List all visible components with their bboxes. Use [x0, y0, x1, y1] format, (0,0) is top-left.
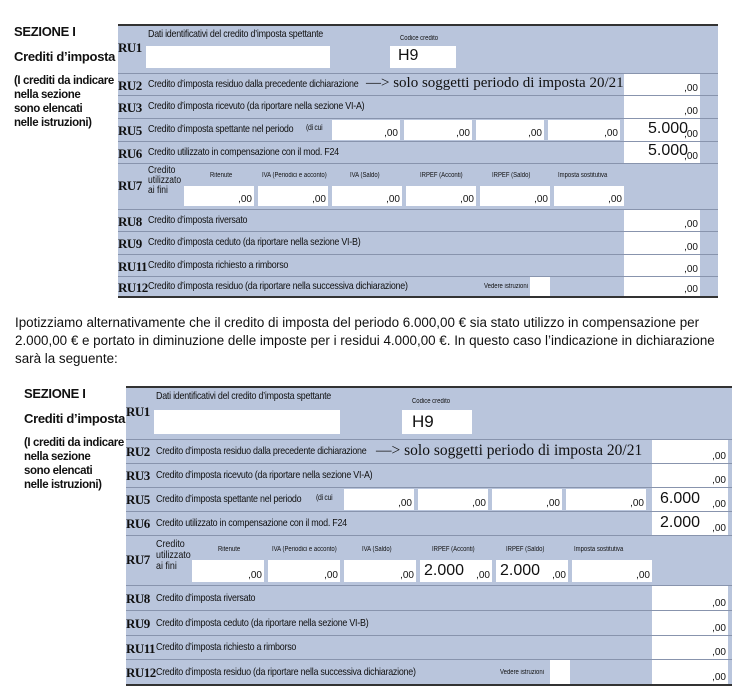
row-ru9: RU9 Credito d’imposta ceduto (da riportare nella sezione VI-B) ,00: [118, 232, 718, 255]
section-title: SEZIONE I: [14, 24, 76, 39]
ru5-total-input[interactable]: 5.000 ,00: [624, 119, 700, 141]
ru5-dicui-3[interactable]: ,00: [476, 120, 544, 140]
ru9-input[interactable]: ,00: [652, 611, 728, 635]
ru2-input[interactable]: ,00: [652, 440, 728, 463]
left-column: [14, 24, 118, 130]
ru7-iva-saldo[interactable]: ,00: [332, 186, 402, 206]
ru7-ritenute[interactable]: ,00: [184, 186, 254, 206]
ru12-vedere-box[interactable]: [530, 277, 550, 296]
row-ru3: RU3 Credito d’imposta ricevuto (da riportare nella sezione VI-A) ,00: [118, 96, 718, 119]
row-ru6: RU6 Credito utilizzato in compensazione con il mod. F24 2.000 ,00: [126, 512, 732, 536]
ru5-total-input[interactable]: 6.000 ,00: [652, 488, 728, 511]
ru5-dicui-1[interactable]: ,00: [332, 120, 400, 140]
row-ru2: RU2 Credito d’imposta residuo dalla precedente dichiarazione —> solo soggetti periodo di imposta 20/21 ,00: [126, 440, 732, 464]
ru5-dicui-4[interactable]: ,00: [566, 489, 646, 510]
section-note: (I crediti da indicare nella sezione sono elencati nelle istruzioni): [24, 437, 124, 491]
ru12-input[interactable]: ,00: [652, 660, 728, 684]
row-ru12: RU12 Credito d’imposta residuo (da riportare nella successiva dichiarazione) Vedere istruzioni ,00: [118, 277, 718, 298]
row-ru9: RU9 Credito d’imposta ceduto (da riportare nella sezione VI-B) ,00: [126, 611, 732, 636]
row-ru8: RU8 Credito d’imposta riversato ,00: [126, 586, 732, 611]
ru1-codice-input[interactable]: H9: [402, 410, 472, 434]
row-ru3: RU3 Credito d’imposta ricevuto (da riportare nella sezione VI-A) ,00: [126, 464, 732, 488]
ru11-input[interactable]: ,00: [652, 636, 728, 659]
ru9-input[interactable]: ,00: [624, 232, 700, 254]
form-2: [14, 386, 732, 684]
row-ru1: RU1 Dati identificativi del credito d’imposta spettante Codice credito H9: [118, 26, 718, 74]
ru1-codice-input[interactable]: H9: [390, 46, 456, 68]
ru7-irpef-saldo[interactable]: 2.000 ,00: [496, 560, 568, 582]
row-ru5: RU5 Credito d’imposta spettante nel periodo (di cui ,00 ,00 ,00 ,00 6.000 ,00: [126, 488, 732, 512]
ru3-input[interactable]: ,00: [652, 464, 728, 487]
ru7-iva-saldo[interactable]: ,00: [344, 560, 416, 582]
section-subtitle: Crediti d’imposta: [24, 411, 126, 426]
ru5-dicui-4[interactable]: ,00: [548, 120, 620, 140]
ru6-input[interactable]: 2.000 ,00: [652, 512, 728, 535]
ru7-imposta-sostitutiva[interactable]: ,00: [572, 560, 652, 582]
row-ru12: RU12 Credito d’imposta residuo (da riportare nella successiva dichiarazione) Vedere istruzioni ,00: [126, 660, 732, 686]
row-ru6: RU6 Credito utilizzato in compensazione con il mod. F24 5.000 ,00: [118, 142, 718, 164]
left-column: [24, 386, 128, 492]
section-subtitle: Crediti d’imposta: [14, 49, 116, 64]
ru7-irpef-acconti[interactable]: ,00: [406, 186, 476, 206]
ru1-id-input[interactable]: [154, 410, 340, 434]
ru5-dicui-2[interactable]: ,00: [418, 489, 488, 510]
ru5-dicui-2[interactable]: ,00: [404, 120, 472, 140]
row-ru1: RU1 Dati identificativi del credito d’imposta spettante Codice credito H9: [126, 388, 732, 440]
section-title: SEZIONE I: [24, 386, 86, 401]
row-ru2: RU2 Credito d’imposta residuo dalla precedente dichiarazione —> solo soggetti periodo di imposta 20/21 ,00: [118, 74, 718, 96]
ru7-imposta-sostitutiva[interactable]: ,00: [554, 186, 624, 206]
ru12-input[interactable]: ,00: [624, 277, 700, 296]
explanation-paragraph: Ipotizziamo alternativamente che il credito di imposta del periodo 6.000,00 € sia stato utilizzo in compensazione per 2.000,00 € e portato in diminuzione delle imposte per i residui 4.000,00 €. In questo caso l’indicazione in dichiarazione sarà la seguente:: [15, 315, 715, 366]
ru3-input[interactable]: ,00: [624, 96, 700, 118]
row-ru7: RU7 Credito utilizzato ai fini Ritenute IVA (Periodici e acconto) IVA (Saldo) IRPEF (Acconti) IRPEF (Saldo) Imposta sostitutiva ,00 ,00 ,00 2.000 ,00 2.000 ,00 ,00: [126, 536, 732, 586]
ru7-ritenute[interactable]: ,00: [192, 560, 264, 582]
ru5-dicui-3[interactable]: ,00: [492, 489, 562, 510]
ru5-dicui-1[interactable]: ,00: [344, 489, 414, 510]
ru7-iva-periodici[interactable]: ,00: [268, 560, 340, 582]
row-ru11: RU11 Credito d’imposta richiesto a rimborso ,00: [118, 255, 718, 277]
ru8-input[interactable]: ,00: [624, 210, 700, 231]
ru2-input[interactable]: ,00: [624, 74, 700, 95]
form-1: [14, 24, 732, 296]
form-panel: [118, 24, 718, 296]
ru7-iva-periodici[interactable]: ,00: [258, 186, 328, 206]
ru6-input[interactable]: 5.000 ,00: [624, 142, 700, 163]
row-ru7: RU7 Credito utilizzato ai fini Ritenute IVA (Periodici e acconto) IVA (Saldo) IRPEF (Acconti) IRPEF (Saldo) Imposta sostitutiva ,00 ,00 ,00 ,00 ,00 ,00: [118, 164, 718, 210]
ru7-irpef-saldo[interactable]: ,00: [480, 186, 550, 206]
form-panel: [126, 386, 732, 684]
ru7-irpef-acconti[interactable]: 2.000 ,00: [420, 560, 492, 582]
row-ru11: RU11 Credito d’imposta richiesto a rimborso ,00: [126, 636, 732, 660]
ru8-input[interactable]: ,00: [652, 586, 728, 610]
ru1-id-input[interactable]: [146, 46, 330, 68]
section-note: (I crediti da indicare nella sezione sono elencati nelle istruzioni): [14, 75, 114, 129]
row-ru8: RU8 Credito d’imposta riversato ,00: [118, 210, 718, 232]
ru11-input[interactable]: ,00: [624, 255, 700, 276]
ru12-vedere-box[interactable]: [550, 660, 570, 684]
row-ru5: RU5 Credito d’imposta spettante nel periodo (di cui ,00 ,00 ,00 ,00 5.000 ,00: [118, 119, 718, 142]
